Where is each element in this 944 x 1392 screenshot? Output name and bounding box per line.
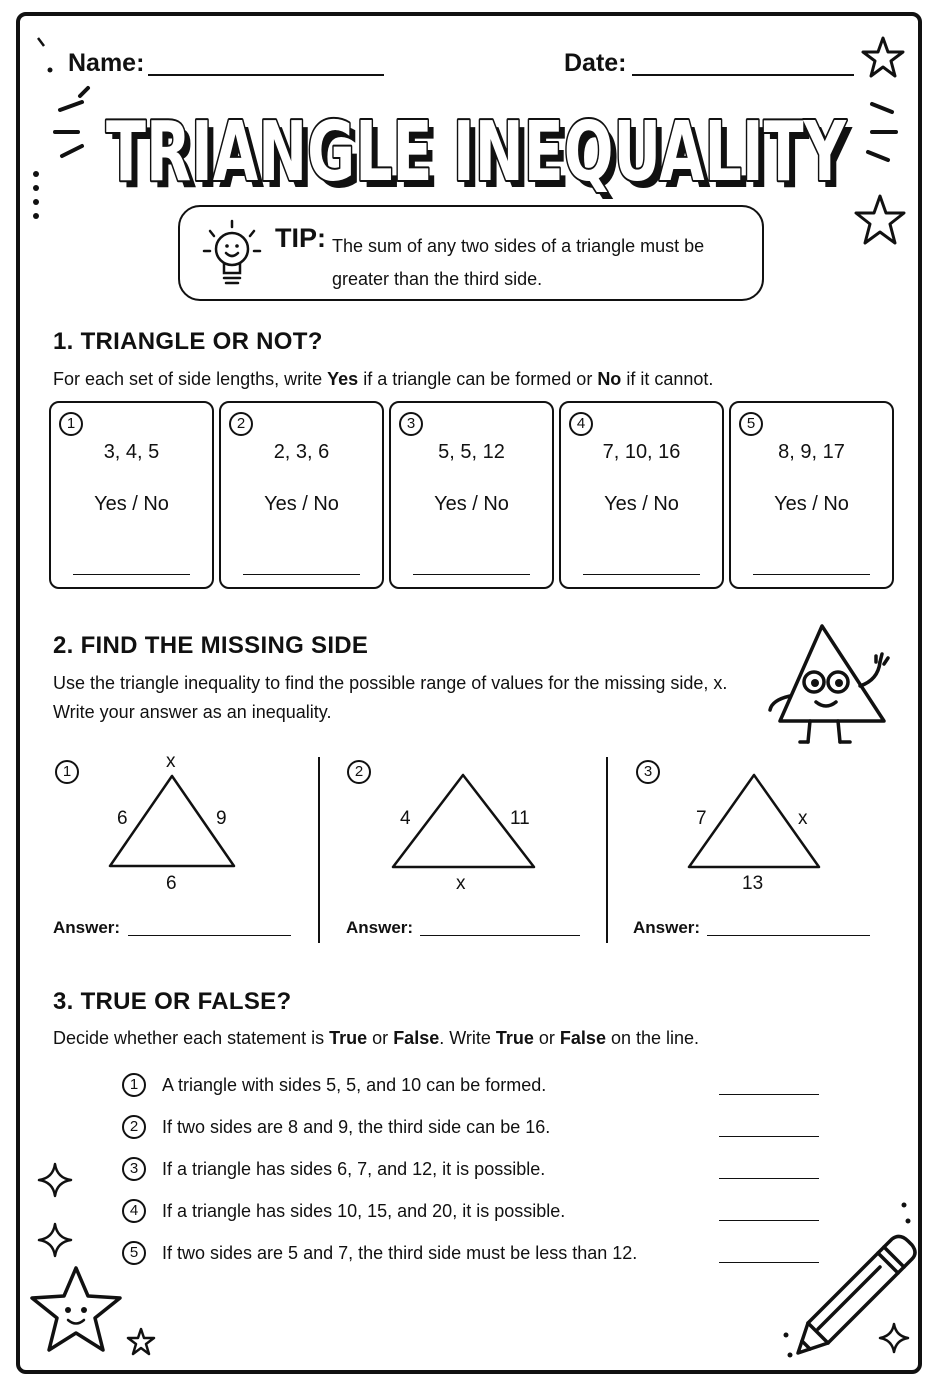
statement-number: 5 xyxy=(122,1241,146,1265)
statement-row xyxy=(120,1240,840,1270)
triangle-card xyxy=(389,401,554,589)
statement-text: If two sides are 5 and 7, the third side must be less than 12. xyxy=(162,1243,638,1263)
title-shadow: TRIANGLE INEQUALITY xyxy=(112,112,854,207)
answer-line[interactable] xyxy=(707,935,870,936)
problem-number: 3 xyxy=(636,760,660,784)
statement-answer-line[interactable] xyxy=(719,1136,819,1137)
card-number: 2 xyxy=(229,412,253,436)
section3-heading: 3. TRUE OR FALSE? xyxy=(53,988,292,1015)
sparkle-icon xyxy=(35,1220,75,1260)
false-word: False xyxy=(393,1028,440,1048)
section3-instruction xyxy=(53,1024,699,1053)
card-answer-line[interactable] xyxy=(413,574,530,575)
section2-instruction xyxy=(53,669,753,727)
card-number: 4 xyxy=(569,412,593,436)
card-number: 1 xyxy=(59,412,83,436)
side-label-bottom: x xyxy=(456,873,466,894)
answer-label: Answer: xyxy=(346,918,414,937)
section1-heading: 1. TRIANGLE OR NOT? xyxy=(53,328,323,355)
answer-label: Answer: xyxy=(633,918,701,937)
card-answer-line[interactable] xyxy=(73,574,190,575)
side-label-left: 7 xyxy=(696,808,707,829)
title-banner xyxy=(0,0,944,210)
card-answer-line[interactable] xyxy=(753,574,870,575)
card-answer-line[interactable] xyxy=(583,574,700,575)
instruction-line: Use the triangle inequality to find the possible range of values for the missing side, x. xyxy=(53,673,728,693)
statement-text: If a triangle has sides 6, 7, and 12, it is possible. xyxy=(162,1159,546,1179)
statement-text: If two sides are 8 and 9, the third side can be 16. xyxy=(162,1117,551,1137)
instruction-text: or xyxy=(367,1028,394,1048)
instruction-text: Decide whether each statement is xyxy=(53,1028,330,1048)
instruction-text: if it cannot. xyxy=(621,369,714,389)
side-label-left: 4 xyxy=(400,808,411,829)
card-sides: 5, 5, 12 xyxy=(438,441,505,463)
side-label-right: 9 xyxy=(216,808,227,829)
side-label-right: 11 xyxy=(510,808,530,829)
card-sides: 8, 9, 17 xyxy=(778,441,845,463)
card-sides: 3, 4, 5 xyxy=(103,441,160,463)
side-label-top: x xyxy=(166,751,176,772)
triangle-card xyxy=(49,401,214,589)
card-sides: 7, 10, 16 xyxy=(602,441,681,463)
instruction-text: if a triangle can be formed or xyxy=(358,369,598,389)
statement-answer-line[interactable] xyxy=(719,1178,819,1179)
problem-number: 1 xyxy=(55,760,79,784)
side-label-bottom: 13 xyxy=(742,873,764,894)
statement-row xyxy=(120,1072,840,1102)
date-label: Date: xyxy=(564,49,627,77)
triangle-card xyxy=(729,401,894,589)
section2-heading: 2. FIND THE MISSING SIDE xyxy=(53,632,369,659)
card-choice: Yes / No xyxy=(774,493,849,515)
card-sides: 2, 3, 6 xyxy=(273,441,330,463)
statement-row xyxy=(120,1198,840,1228)
side-label-bottom: 6 xyxy=(166,873,177,894)
statement-text: A triangle with sides 5, 5, and 10 can be formed. xyxy=(162,1075,547,1095)
triangle-card xyxy=(219,401,384,589)
tip-text: The sum of any two sides of a triangle must be greater than the third side. xyxy=(332,236,705,289)
answer-line[interactable] xyxy=(420,935,580,936)
sparkle-icon xyxy=(35,1160,75,1200)
column-divider xyxy=(318,757,320,943)
statement-number: 2 xyxy=(122,1115,146,1139)
card-number: 5 xyxy=(739,412,763,436)
card-choice: Yes / No xyxy=(604,493,679,515)
statement-number: 3 xyxy=(122,1157,146,1181)
answer-line[interactable] xyxy=(128,935,291,936)
statement-number: 4 xyxy=(122,1199,146,1223)
lightbulb-icon xyxy=(198,215,268,295)
card-answer-line[interactable] xyxy=(243,574,360,575)
pencil-icon xyxy=(780,1185,920,1365)
page-title: TRIANGLE INEQUALITY xyxy=(106,105,848,200)
section1-instruction xyxy=(53,365,713,394)
star-icon xyxy=(124,1326,158,1360)
instruction-text: or xyxy=(533,1028,560,1048)
instruction-text: For each set of side lengths, write xyxy=(53,369,328,389)
card-choice: Yes / No xyxy=(264,493,339,515)
true-word: True xyxy=(329,1028,368,1048)
side-label-right: x xyxy=(798,808,808,829)
statement-row xyxy=(120,1114,840,1144)
card-number: 3 xyxy=(399,412,423,436)
statement-number: 1 xyxy=(122,1073,146,1097)
instruction-line: Write your answer as an inequality. xyxy=(53,702,332,722)
false-word: False xyxy=(559,1028,606,1048)
true-word: True xyxy=(495,1028,534,1048)
yes-word: Yes xyxy=(327,369,359,389)
statement-row xyxy=(120,1156,840,1186)
column-divider xyxy=(606,757,608,943)
triangle-card xyxy=(559,401,724,589)
statement-answer-line[interactable] xyxy=(719,1094,819,1095)
card-choice: Yes / No xyxy=(434,493,509,515)
instruction-text: . Write xyxy=(439,1028,496,1048)
tip-box xyxy=(178,205,764,301)
no-word: No xyxy=(597,369,622,389)
card-choice: Yes / No xyxy=(94,493,169,515)
triangle-mascot-icon xyxy=(760,618,900,753)
answer-label: Answer: xyxy=(53,918,121,937)
tip-label: TIP: xyxy=(275,223,326,253)
name-label: Name: xyxy=(68,49,145,77)
smiling-star-icon xyxy=(28,1262,128,1358)
problem-number: 2 xyxy=(347,760,371,784)
statement-text: If a triangle has sides 10, 15, and 20, it is possible. xyxy=(162,1201,566,1221)
instruction-text: on the line. xyxy=(605,1028,700,1048)
side-label-left: 6 xyxy=(117,808,128,829)
